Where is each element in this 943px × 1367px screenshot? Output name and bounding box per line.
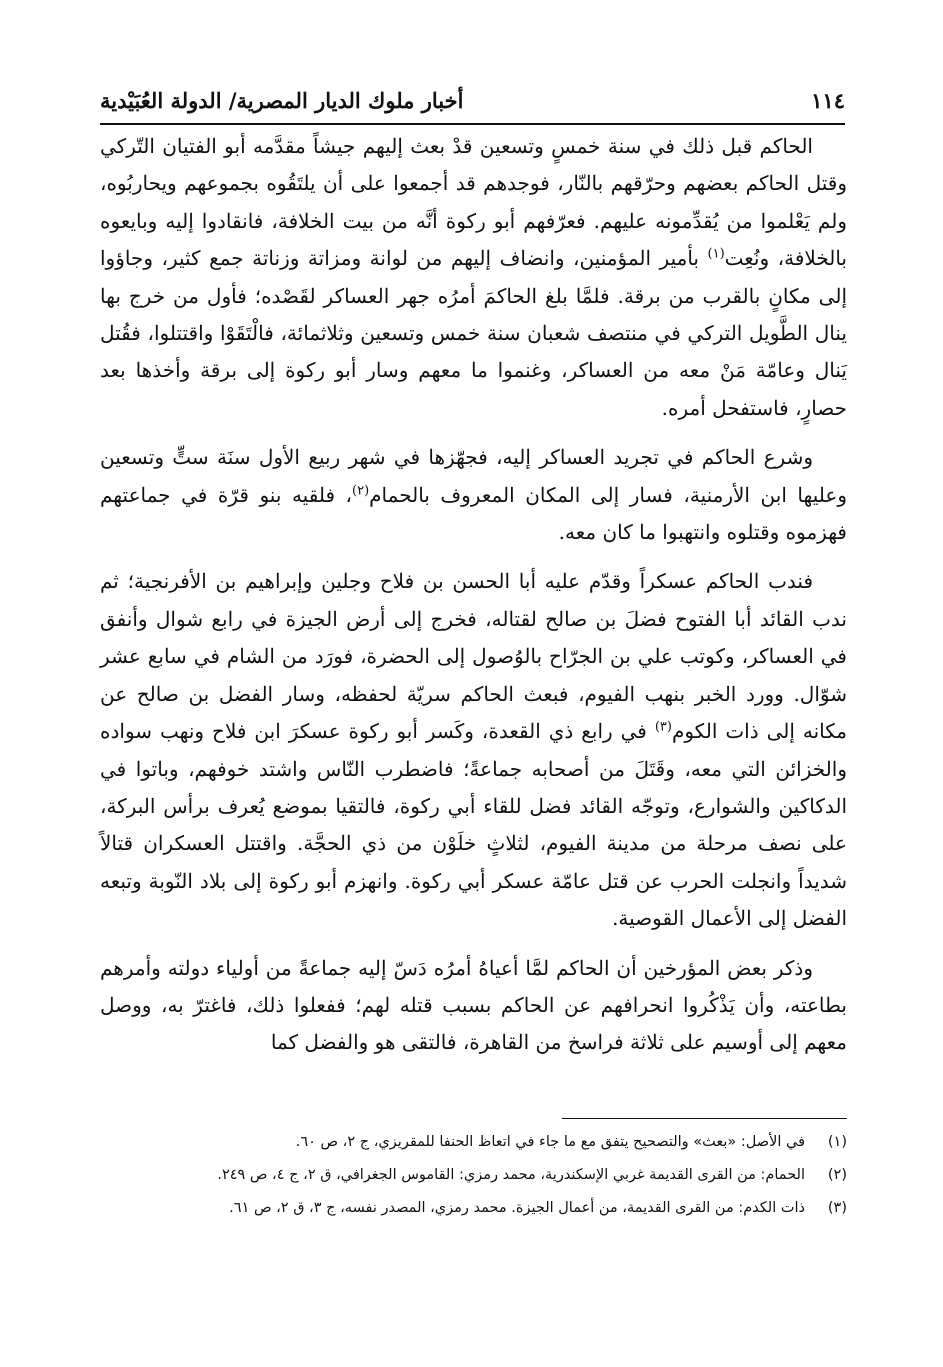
paragraph xyxy=(100,563,847,937)
footnote-reference: (٣) xyxy=(654,719,672,735)
main-text xyxy=(100,128,847,1074)
footnote-number: (٣) xyxy=(827,1200,847,1216)
page-number: ١١٤ xyxy=(811,87,845,113)
footnote-text: ذات الكدم: من القرى القديمة، من أعمال الجيزة. محمد رمزي، المصدر نفسه، ج ٣، ق ٢، ص ٦١. xyxy=(229,1200,805,1216)
footnote xyxy=(100,1194,847,1223)
header-divider xyxy=(100,123,845,125)
text-segment: وشرع الحاكم في تجريد العساكر إليه، فجهّزها في شهر ربيع الأول سنَة ستٍّ وتسعين وعليها ابن الأرمنية، فسار إلى المكان المعروف بالحمام xyxy=(100,445,847,507)
paragraph xyxy=(100,128,847,427)
footnote-text: الحمام: من القرى القديمة غربي الإسكندرية، محمد رمزي: القاموس الجغرافي، ق ٢، ج ٤، ص ٢٤٩. xyxy=(217,1167,805,1183)
text-segment: ، فلقيه بنو قرّة في جماعتهم فهزموه وقتلوه وانتهبوا ما كان معه. xyxy=(100,482,847,545)
paragraph xyxy=(100,950,847,1062)
footnote xyxy=(100,1128,847,1157)
text-segment: بأمير المؤمنين، وانضاف إليهم من لوانة ومزاتة وزناتة جمع كثير، وجاؤوا إلى مكانٍ بالقرب من برقة. فلمَّا بلغ الحاكمَ أمرُه جهر العساكر لقَصْده؛ فأول من خرج بها ينال الطَّويل التركي في منتصف شعبان سنة خمس وتسعين وثلاثمائة، فالْتَقَوْا واقتتلوا، فقُتل يَنال وعامّة مَنْ معه من العساكر، وغنموا ما معهم وسار أبو ركوة إلى برقة وأخذها بعد حصارٍ، فاستفحل أمره. xyxy=(100,246,847,420)
footnote-text: في الأصل: «بعث» والتصحيح يتفق مع ما جاء في اتعاظ الحنفا للمقريزي، ج ٢، ص ٦٠. xyxy=(295,1134,805,1150)
footnote-reference: (١) xyxy=(707,246,725,262)
text-segment: فندب الحاكم عسكراً وقدّم عليه أبا الحسن بن فلاح وجلين وإبراهيم بن الأفرنجية؛ ثم ندب القائد أبا الفتوح فضلَ بن صالح لقتاله، فخرج إلى أرض الجيزة في رابع شوال وأنفق في العساكر، وكوتب علي بن الجرّاح بالوُصول إلى الحضرة، فورَد من الشام في سابع عشر شوّال. وورد الخبر بنهب الفيوم، فبعث الحاكم سريّة لحفظه، وسار الفضل بن صالح عن مكانه إلى ذات الكوم xyxy=(100,569,848,744)
footnotes xyxy=(100,1128,847,1227)
running-title: أخبار ملوك الديار المصرية/ الدولة العُبَيْدية xyxy=(100,87,464,113)
text-segment: في رابع ذي القعدة، وكَسر أبو ركوة عسكرَ ابن فلاح ونهب سواده والخزائن التي معه، وقَتَلَ من أصحابه جماعةً؛ فاضطرب النّاس واشتد خوفهم، وباتوا في الدكاكين والشوارع، وتوجّه القائد فضل للقاء أبي ركوة، فالتقيا بموضع يُعرف برأس البركة، على نصف مرحلة من مدينة الفيوم، لثلاثٍ خلَوْن من ذي الحجَّة. واقتتل العسكران قتالاً شديداً وانجلت الحرب عن قتل عامّة عسكر أبي ركوة. وانهزم أبو ركوة إلى بلاد النّوبة وتبعه الفضل إلى الأعمال القوصية. xyxy=(100,719,847,931)
paragraph xyxy=(100,439,847,551)
footnote-number: (٢) xyxy=(827,1167,847,1183)
text-segment: الحاكم قبل ذلك في سنة خمسٍ وتسعين قدْ بعث إليهم جيشاً مقدَّمه أبو الفتيان التّركي وقتل الحاكم بعضهم وحرّقهم بالنّار، فوجدهم قد أجمعوا على أن يلتَقُوه بجموعهم ويحاربُوه، ولم يَعْلموا من يُقدِّمونه عليهم. فعرّفهم أبو ركوة أنَّه من بيت الخلافة، فانقادوا إليه وبايعوه بالخلافة، ونُعِت xyxy=(100,134,847,271)
text-segment: وذكر بعض المؤرخين أن الحاكم لمَّا أعياهُ أمرُه دَسّ إليه جماعةً من أولياء دولته وأمرهم بطاعته، وأن يَذْكُروا انحرافهم عن الحاكم بسبب قتله لهم؛ ففعلوا ذلك، فاغترّ به، ووصل معهم إلى أوسيم على ثلاثة فراسخ من القاهرة، فالتقى هو والفضل كما xyxy=(100,955,847,1055)
footnote-number: (١) xyxy=(827,1134,847,1150)
footnote-divider xyxy=(562,1118,847,1119)
footnote-reference: (٢) xyxy=(352,483,370,498)
page-header xyxy=(100,80,845,120)
footnote xyxy=(100,1161,847,1190)
